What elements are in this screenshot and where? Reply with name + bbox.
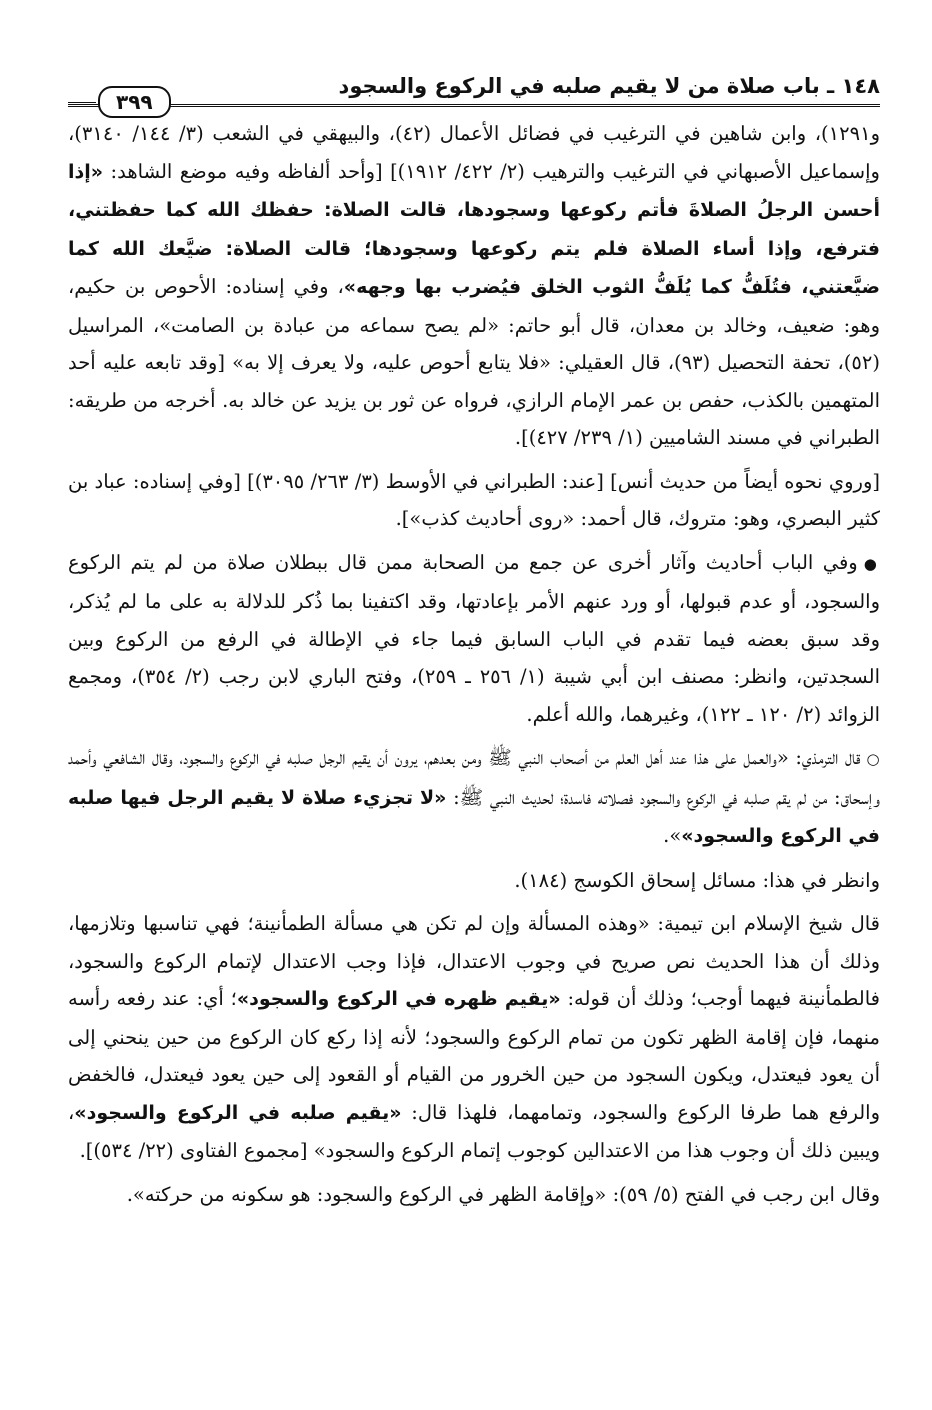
paragraph-1 (68, 115, 880, 457)
paragraph-text: و١٢٩١)، وابن شاهين في الترغيب في فضائل الأعمال (٤٢)، والبيهقي في الشعب (٣/ ١٤٤/ ٣١٤٠)، وإسماعيل الأصبهاني في الترغيب والترهيب (٢/ ٤٢٢/ ١٩١٢)] [وأحد ألفاظه وفيه موضع الشاهد: (68, 122, 880, 183)
paragraph-text: قال شيخ الإسلام ابن تيمية: «وهذه المسألة وإن لم تكن هي مسألة الطمأنينة؛ فهي تناسبها وتلازمها، وذلك أن هذا الحديث نص صريح في وجوب الاعتدال، فإذا وجب الاعتدال لإتمام الركوع والسجود، فالطمأنينة فيهما أوجب؛ وذلك أن قوله: (68, 912, 880, 1010)
hadith-quote: «يقيم صلبه في الركوع والسجود» (74, 1101, 402, 1124)
hadith-quote: «يقيم ظهره في الركوع والسجود» (236, 988, 561, 1010)
paragraph-text: وقال ابن رجب في الفتح (٥/ ٥٩): «وإقامة الظهر في الركوع والسجود: هو سكونه من حركته». (126, 1182, 880, 1206)
paragraph-6 (68, 905, 880, 1170)
bullet-icon: ● (863, 554, 880, 573)
paragraph-text: [وروي نحوه أيضاً من حديث أنس] [عند: الطبراني في الأوسط (٣/ ٢٦٣/ ٣٠٩٥)] [وفي إسناده: عباد بن كثير البصري، وهو: متروك، قال أحمد: «روى أحاديث كذب»]. (68, 469, 880, 530)
paragraph-5 (68, 862, 880, 900)
paragraph-text: ، ويبين ذلك أن وجوب هذا من الاعتدالين كوجوب إتمام الركوع والسجود» [مجموع الفتاوى (٢٢/ ٥٣٤)]. (68, 1100, 880, 1162)
paragraph-2 (68, 463, 880, 538)
page-header (68, 52, 880, 114)
circle-bullet-icon: ○ (866, 750, 880, 768)
paragraph-3 (68, 544, 880, 734)
paragraph-text: وفي الباب أحاديث وآثار أخرى عن جمع من الصحابة ممن قال ببطلان صلاة من لم يتم الركوع والسجود، أو عدم قبولها، أو ورد عنهم الأمر بإعادتها، وقد اكتفينا بما ذُكر للدلالة به على ما لم يُذكر، وقد سبق بعضه فيما تقدم في الباب السابق فيما جاء في الإطالة في الرفع من الركوع وبين السجدتين، وانظر: مصنف ابن أبي شيبة (١/ ٢٥٦ ـ ٢٥٩)، وفتح الباري لابن رجب (٢/ ٣٥٤)، ومجمع الزوائد (٢/ ١٢٠ ـ ١٢٢)، وغيرهما، والله أعلم. (68, 550, 880, 726)
paragraph-text: ؛ أي: عند رفعه رأسه منهما، فإن إقامة الظهر تكون من تمام الركوع والسجود؛ لأنه إذا ركع كان الركوع من حين ينحني إلى أن يعود فيعتدل، ويكون السجود من حين الخرور من القيام أو القعود إلى حين يعود فيعتدل، فالخفض والرفع هما طرفا الركوع والسجود، وتمامهما، فلهذا قال: (68, 987, 880, 1124)
paragraph-4 (68, 739, 880, 856)
hadith-quote: «لا تجزيء صلاة لا يقيم الرجل فيها صلبه في الركوع والسجود» (68, 786, 880, 847)
paragraph-text: ، وفي إسناده: الأحوص بن حكيم، وهو: ضعيف، وخالد بن معدان، قال أبو حاتم: «لم يصح سماعه من عبادة بن الصامت»، المراسيل (٥٢)، تحفة التحصيل (٩٣)، قال العقيلي: «فلا يتابع أحوص عليه، ولا يعرف إلا به» [وقد تابعه عليه أحد المتهمين بالكذب، حفص بن عمر الإمام الرازي، فرواه عن ثور بن يزيد عن خالد به. أخرجه من طريقه: الطبراني في مسند الشاميين (١/ ٢٣٩/ ٤٢٧)]. (68, 275, 880, 449)
chapter-title: ١٤٨ ـ باب صلاة من لا يقيم صلبه في الركوع والسجود (338, 74, 880, 98)
page-number: ٣٩٩ (98, 86, 171, 118)
paragraph-text: قال الترمذي: «والعمل على هذا عند أهل العلم من أصحاب النبي ﷺ ومن بعدهم، يرون أن يقيم الرجل صلبه في الركوع والسجود، وقال الشافعي وأحمد وإسحاق: من لم يقم صلبه في الركوع والسجود فصلاته فاسدة؛ لحديث النبي ﷺ: (68, 746, 880, 809)
page (68, 52, 880, 1382)
paragraph-text: وانظر في هذا: مسائل إسحاق الكوسج (١٨٤). (514, 868, 880, 892)
paragraph-7 (68, 1176, 880, 1214)
hadith-quote: «إذا أحسن الرجلُ الصلاةَ فأتم ركوعها وسجودها، قالت الصلاة: حفظك الله كما حفظتني، فترفع، وإذا أساء الصلاة فلم يتم ركوعها وسجودها؛ قالت الصلاة: ضيَّعك الله كما ضيَّعتني، فتُلَفُّ كما يُلَفُّ الثوب الخلق فيُضرب بها وجهه» (68, 160, 880, 298)
paragraph-text: ». (663, 824, 682, 847)
